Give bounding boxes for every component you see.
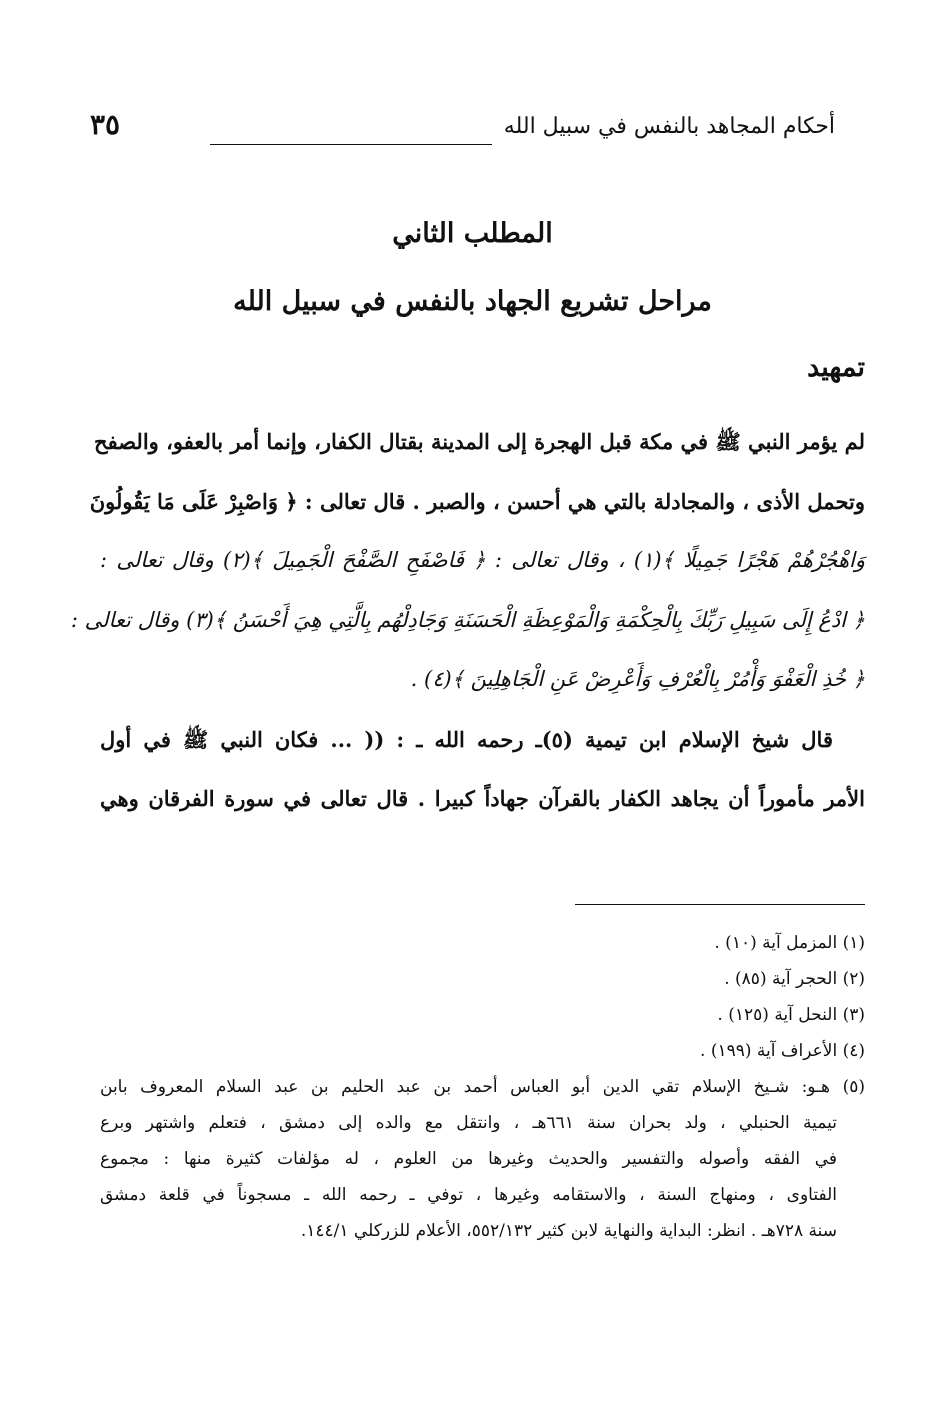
page-number: ٣٥ (90, 108, 121, 141)
footnote-item: (٥) هـو: شـيخ الإسلام تقي الدين أبو العباس أحمد بن عبد الحليم بن عبد السلام المعروف بابن (100, 1077, 865, 1097)
intro-heading: تمهيد (807, 352, 865, 383)
body-line-quran: وَاهْجُرْهُمْ هَجْرًا جَمِيلًا ﴾(١) ، وقال تعالى : ﴿ فَاصْفَحِ الصَّفْحَ الْجَمِيلَ ﴾(٢) وقال تعالى : (100, 548, 866, 572)
section-subtitle: مراحل تشريع الجهاد بالنفس في سبيل الله (233, 286, 712, 317)
running-title: أحكام المجاهد بالنفس في سبيل الله (503, 114, 835, 139)
body-line: وتحمل الأذى ، والمجادلة بالتي هي أحسن ، والصبر . قال تعالى : ﴿ وَاصْبِرْ عَلَى مَا يَقُولُونَ (89, 488, 865, 514)
footnote-continuation: الفتاوى ، ومنهاج السنة ، والاستقامه وغيرها ، توفي ـ رحمه الله ـ مسجوناً في قلعة دمشق (100, 1185, 837, 1205)
footnote-continuation: تيمية الحنبلي ، ولد بحران سنة ٦٦١هـ ، وانتقل مع والده إلى دمشق ، فتعلم واشتهر وبرع (100, 1113, 837, 1133)
footnote-item: (٤) الأعراف آية (١٩٩) . (700, 1041, 865, 1061)
body-text (70, 412, 866, 829)
footnote-item: (٣) النحل آية (١٢٥) . (717, 1005, 865, 1025)
header-rule (210, 144, 492, 145)
body-line-quran: ﴿ خُذِ الْعَفْوَ وَأْمُرْ بِالْعُرْفِ وَأَعْرِضْ عَنِ الْجَاهِلِينَ ﴾(٤) . (410, 667, 865, 691)
body-line: الأمر مأموراً أن يجاهد الكفار بالقرآن جهاداً كبيرا . قال تعالى في سورة الفرقان وهي (100, 786, 865, 811)
body-line-quran: ﴿ ادْعُ إِلَى سَبِيلِ رَبِّكَ بِالْحِكْمَةِ وَالْمَوْعِظَةِ الْحَسَنَةِ وَجَادِلْهُم بِالَّتِي هِيَ أَحْسَنُ ﴾(٣) وقال تعالى : (70, 607, 865, 632)
body-line: قال شيخ الإسلام ابن تيمية (٥)ـ رحمه الله ـ : (( ... فكان النبي ﷺ في أول (100, 726, 833, 752)
section-title: المطلب الثاني (392, 218, 553, 249)
footnote-continuation: في الفقه وأصوله والتفسير والحديث وغيرها من العلوم ، له مؤلفات كثيرة منها : مجموع (100, 1149, 837, 1169)
footnote-item: (١) المزمل آية (١٠) . (714, 933, 865, 953)
footnote-continuation: سنة ٧٢٨هـ . انظر: البداية والنهاية لابن كثير ٥٥٢/١٣٢، الأعلام للزركلي ١٤٤/١. (300, 1221, 837, 1241)
page-header (90, 108, 835, 148)
footnote-item: (٢) الحجر آية (٨٥) . (724, 969, 865, 989)
footnote-separator (575, 904, 865, 905)
body-line: لم يؤمر النبي ﷺ في مكة قبل الهجرة إلى المدينة بقتال الكفار، وإنما أمر بالعفو، والصفح (94, 429, 865, 454)
footnotes (100, 925, 865, 1249)
